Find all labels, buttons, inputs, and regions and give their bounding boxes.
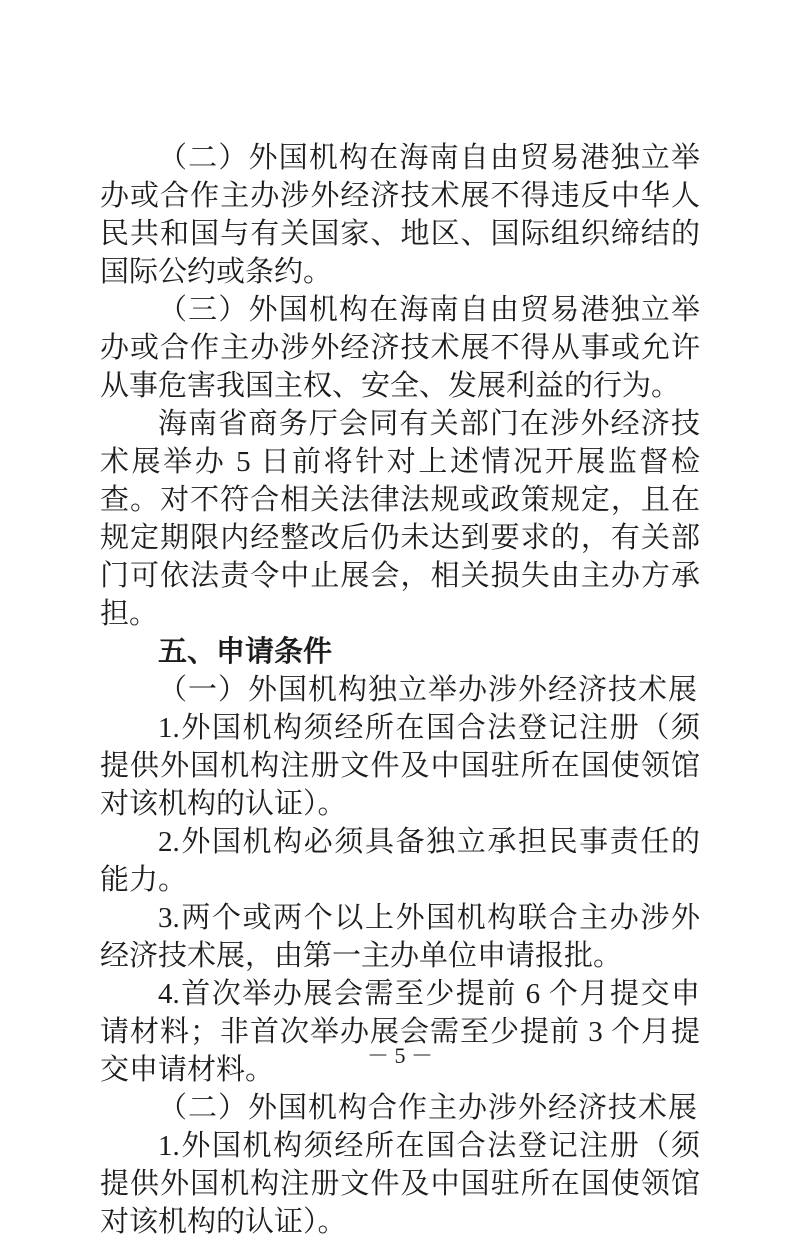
paragraph-item-2: （二）外国机构在海南自由贸易港独立举办或合作主办涉外经济技术展不得违反中华人民共和国与有关国家、地区、国际组织缔结的国际公约或条约。 xyxy=(100,142,700,288)
condition-item-1: 1.外国机构须经所在国合法登记注册（须提供外国机构注册文件及中国驻所在国使领馆对该机构的认证）。 xyxy=(100,712,700,820)
document-body xyxy=(100,139,700,1241)
condition-item-3: 3.两个或两个以上外国机构联合主办涉外经济技术展，由第一主办单位申请报批。 xyxy=(100,902,700,972)
section-heading-5: 五、申请条件 xyxy=(158,636,333,668)
condition-item-4: 4.首次举办展会需至少提前 6 个月提交申请材料；非首次举办展会需至少提前 3 个月提交申请材料。 xyxy=(100,978,700,1086)
paragraph-supervision: 海南省商务厅会同有关部门在涉外经济技术展举办 5 日前将针对上述情况开展监督检查。对不符合相关法律法规或政策规定，且在规定期限内经整改后仍未达到要求的，有关部门可依法责令中止展会，相关损失由主办方承担。 xyxy=(100,408,700,630)
condition-item-1-cooperate: 1.外国机构须经所在国合法登记注册（须提供外国机构注册文件及中国驻所在国使领馆对该机构的认证）。 xyxy=(100,1130,700,1238)
page-number: － 5 － xyxy=(366,1043,433,1068)
condition-item-2: 2.外国机构必须具备独立承担民事责任的能力。 xyxy=(100,826,700,896)
subsection-heading-2: （二）外国机构合作主办涉外经济技术展 xyxy=(158,1092,699,1124)
subsection-heading-1: （一）外国机构独立举办涉外经济技术展 xyxy=(158,674,699,706)
paragraph-item-3: （三）外国机构在海南自由贸易港独立举办或合作主办涉外经济技术展不得从事或允许从事危害我国主权、安全、发展利益的行为。 xyxy=(100,294,700,402)
